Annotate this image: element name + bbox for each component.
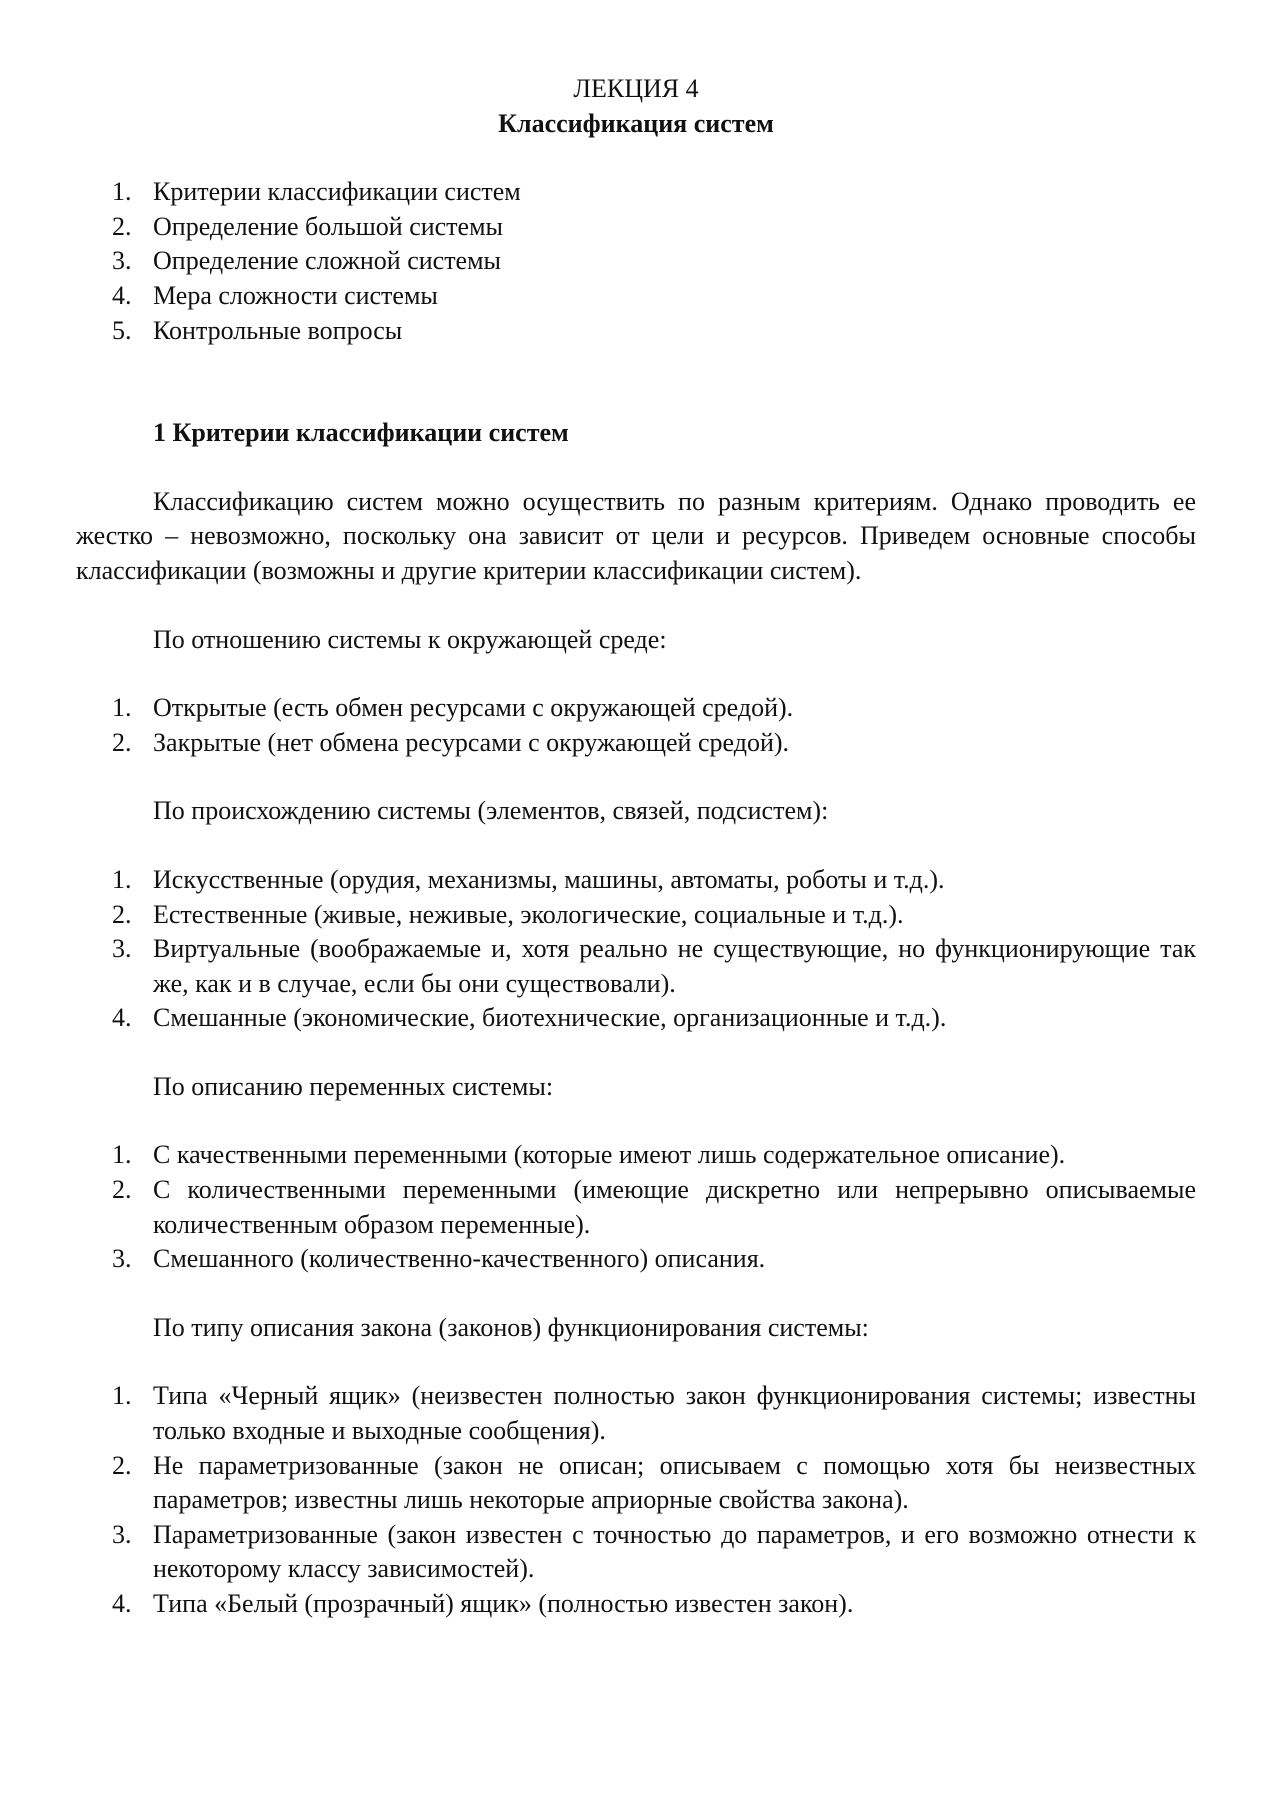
- list-item: [76, 898, 1196, 933]
- list-item-text: Типа «Белый (прозрачный) ящик» (полностью известен закон).: [153, 1589, 854, 1618]
- list-item: [76, 1587, 1196, 1622]
- toc-item: [76, 279, 1196, 314]
- criterion-list: [76, 863, 1196, 1036]
- list-item: [76, 1173, 1196, 1242]
- document-header: [76, 72, 1196, 141]
- list-item-text: С количественными переменными (имеющие дискретно или непрерывно описываемые количественным образом переменные).: [153, 1175, 1196, 1239]
- list-item: [76, 932, 1196, 1001]
- table-of-contents: [76, 175, 1196, 348]
- toc-item-text: Контрольные вопросы: [153, 315, 403, 345]
- list-item-number: 2.: [112, 1450, 132, 1480]
- list-item-text: Не параметризованные (закон не описан; описываем с помощью хотя бы неизвестных параметров; известны лишь некоторые априорные свойства закона).: [153, 1450, 1196, 1515]
- toc-item: [76, 244, 1196, 279]
- toc-item-text: Критерии классификации систем: [153, 177, 521, 207]
- toc-item-number: 3.: [112, 246, 132, 276]
- list-item: [76, 691, 1196, 726]
- list-item: [76, 1001, 1196, 1036]
- lecture-number: ЛЕКЦИЯ 4: [573, 74, 699, 103]
- list-item-text: С качественными переменными (которые имеют лишь содержательное описание).: [153, 1140, 1066, 1170]
- list-item-number: 4.: [112, 1003, 132, 1033]
- list-item: [76, 726, 1196, 761]
- toc-item-text: Мера сложности системы: [153, 280, 438, 310]
- criterion-title: По происхождению системы (элементов, связей, подсистем):: [153, 796, 829, 826]
- toc-item: [76, 314, 1196, 349]
- toc-item-text: Определение сложной системы: [153, 246, 502, 276]
- list-item-text: Естественные (живые, неживые, экологические, социальные и т.д.).: [153, 899, 904, 929]
- list-item-number: 1.: [112, 1381, 132, 1411]
- list-item-number: 2.: [112, 1175, 132, 1205]
- toc-item: [76, 175, 1196, 210]
- toc-item-number: 5.: [112, 315, 132, 345]
- list-item-text: Смешанного (количественно-качественного) описания.: [153, 1244, 766, 1274]
- list-item-number: 1.: [112, 693, 132, 723]
- list-item: [76, 863, 1196, 898]
- list-item-text: Типа «Черный ящик» (неизвестен полностью закон функционирования системы; известны только входные и выходные сообщения).: [153, 1381, 1196, 1446]
- list-item-number: 3.: [112, 1519, 132, 1549]
- list-item-text: Виртуальные (воображаемые и, хотя реально не существующие, но функционирующие так же, как и в случае, если бы они существовали).: [153, 934, 1196, 998]
- list-item-number: 1.: [112, 1140, 132, 1170]
- list-item-number: 3.: [112, 934, 132, 964]
- list-item-text: Искусственные (орудия, механизмы, машины, автоматы, роботы и т.д.).: [153, 864, 945, 894]
- criterion-title: По отношению системы к окружающей среде:: [153, 624, 667, 654]
- toc-item-text: Определение большой системы: [153, 211, 504, 241]
- toc-item-number: 2.: [112, 211, 132, 241]
- list-item-text: Смешанные (экономические, биотехнические, организационные и т.д.).: [153, 1003, 947, 1033]
- list-item: [76, 1518, 1196, 1587]
- toc-item: [76, 210, 1196, 245]
- criterion-title: По типу описания закона (законов) функционирования системы:: [153, 1312, 869, 1342]
- list-item-text: Параметризованные (закон известен с точностью до параметров, и его возможно отнести к некоторому классу зависимостей).: [153, 1519, 1196, 1584]
- list-item: [76, 1449, 1196, 1518]
- list-item-text: Закрытые (нет обмена ресурсами с окружающей средой).: [153, 727, 790, 757]
- list-item: [76, 1138, 1196, 1173]
- list-item: [76, 1242, 1196, 1277]
- list-item: [76, 1379, 1196, 1448]
- list-item-number: 3.: [112, 1244, 132, 1274]
- section-heading: 1 Критерии классификации систем: [153, 418, 569, 448]
- intro-paragraph: Классификацию систем можно осуществить по разным критериям. Однако проводить ее жестко – невозможно, поскольку она зависит от цели и ресурсов. Приведем основные способы классификации (возможны и другие критерии классификации систем).: [76, 486, 1196, 585]
- criterion-list: [76, 1379, 1196, 1621]
- lecture-title: Классификация систем: [498, 108, 774, 138]
- toc-item-number: 1.: [112, 177, 132, 207]
- criterion-list: [76, 691, 1196, 760]
- list-item-text: Открытые (есть обмен ресурсами с окружающей средой).: [153, 693, 794, 723]
- list-item-number: 2.: [112, 899, 132, 929]
- list-item-number: 2.: [112, 727, 132, 757]
- list-item-number: 1.: [112, 864, 132, 894]
- criterion-title: По описанию переменных системы:: [153, 1071, 554, 1101]
- criterion-list: [76, 1138, 1196, 1276]
- list-item-number: 4.: [112, 1589, 132, 1618]
- toc-item-number: 4.: [112, 280, 132, 310]
